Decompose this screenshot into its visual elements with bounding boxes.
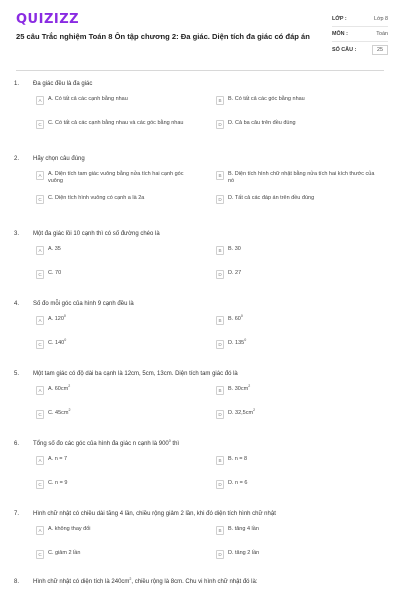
answer-option-a[interactable] [36,386,196,395]
option-text: A. Có tất cả các cạnh bằng nhau [48,96,128,102]
option-text: A. n = 7 [48,456,68,462]
question-text: Một tam giác có độ dài ba cạnh là 12cm, 5cm, 13cm. Diện tích tam giác đó là [33,371,238,377]
answer-options [14,456,386,496]
answer-option-d[interactable] [216,120,376,129]
answer-option-d[interactable] [216,270,376,279]
option-letter-badge: A [36,316,44,325]
option-text: A. $60cm^2$ [48,384,71,392]
answer-options [14,526,386,566]
answer-option-a[interactable] [36,96,196,105]
question-item [14,230,386,286]
option-superscript: 2 [248,384,251,389]
option-text: D. 27 [228,270,242,276]
option-text: C. giảm 2 lần [48,550,81,556]
question-text: Một đa giác lồi 10 cạnh thì có số đường chéo là [33,231,160,237]
option-text: A. $120^0$ [48,314,66,322]
document-header [0,0,400,72]
option-text: A. không thay đổi [48,526,91,532]
option-text: B. Có tất cả các góc bằng nhau [228,96,305,102]
option-letter-badge: C [36,195,44,204]
option-superscript: 0 [64,338,67,343]
question-item [14,578,386,586]
question-header [14,440,386,448]
answer-option-c[interactable] [36,410,196,419]
answer-option-c[interactable] [36,480,196,489]
answer-option-a[interactable] [36,316,196,325]
answer-option-b[interactable] [216,456,376,465]
option-letter-badge: B [216,456,224,465]
quizizz-logo: QUIZIZZ [16,12,80,27]
question-number: 2. [14,156,20,162]
answer-option-c[interactable] [36,195,196,204]
option-text: C. n = 9 [48,480,68,486]
option-text: B. $60^0$ [228,314,243,322]
option-letter-badge: C [36,270,44,279]
answer-option-c[interactable] [36,550,196,559]
option-letter-badge: D [216,550,224,559]
option-letter-badge: A [36,96,44,105]
option-letter-badge: C [36,120,44,129]
answer-option-a[interactable] [36,171,196,185]
question-item [14,440,386,496]
option-text: D. $135^0$ [228,338,247,346]
meta-row-class [332,12,388,27]
question-item [14,155,386,211]
option-text: B. Diện tích hình chữ nhật bằng nửa tích hai kích thước của nó [228,171,375,184]
option-superscript: 2 [253,408,256,413]
question-item [14,370,386,426]
option-letter-badge: C [36,550,44,559]
option-superscript: 2 [68,408,71,413]
option-letter-badge: B [216,171,224,180]
question-header [14,230,386,238]
question-number: 6. [14,441,20,447]
meta-label: MÔN : [332,31,348,37]
meta-panel [332,12,388,57]
option-letter-badge: B [216,96,224,105]
option-text: B. n = 8 [228,456,248,462]
option-text: C. $140^0$ [48,338,67,346]
question-text: Số đo mỗi góc của hình 9 cạnh đều là [33,301,134,307]
option-letter-badge: B [216,526,224,535]
option-letter-badge: A [36,456,44,465]
option-letter-badge: A [36,171,44,180]
option-letter-badge: C [36,410,44,419]
answer-option-b[interactable] [216,386,376,395]
option-letter-badge: C [36,480,44,489]
option-text: D. Cả ba câu trên đều đúng [228,120,296,126]
meta-row-count [332,42,388,57]
meta-label: SỐ CÂU : [332,46,357,53]
question-header [14,370,386,378]
document-title: 25 câu Trắc nghiệm Toán 8 Ôn tập chương 2: Đa giác. Diện tích đa giác có đáp án [16,32,310,41]
question-header [14,300,386,308]
answer-option-d[interactable] [216,480,376,489]
option-text: C. Có tất cả các cạnh bằng nhau và các góc bằng nhau [48,120,184,126]
answer-options [14,246,386,286]
option-superscript: 0 [63,314,66,319]
meta-value: Toán [376,31,388,37]
option-text: B. tăng 4 lần [228,526,259,532]
answer-options [14,96,386,136]
option-text: D. $32,5cm^2$ [228,408,256,416]
question-text: Hình chữ nhật có chiều dài tăng 4 lần, chiều rộng giảm 2 lần, khi đó diện tích hình chữ nhật [33,511,276,517]
question-text: Hãy chọn câu đúng [33,156,85,162]
answer-option-c[interactable] [36,120,196,129]
question-superscript: 0 [168,439,171,443]
question-header [14,80,386,88]
option-letter-badge: C [36,340,44,349]
answer-option-a[interactable] [36,246,196,255]
option-letter-badge: A [36,246,44,255]
question-header [14,510,386,518]
question-number: 1. [14,81,20,87]
meta-value: 25 [372,45,388,55]
option-letter-badge: A [36,386,44,395]
answer-option-c[interactable] [36,270,196,279]
option-letter-badge: D [216,340,224,349]
option-superscript: 0 [240,314,243,319]
question-text: Đa giác đều là đa giác [33,81,93,87]
option-letter-badge: D [216,120,224,129]
question-text: Tổng số đo các góc của hình đa giác n cạnh là $900^0$ thì [33,439,180,447]
answer-option-c[interactable] [36,340,196,349]
question-item [14,80,386,136]
question-number: 4. [14,301,20,307]
option-text: D. n = 6 [228,480,248,486]
answer-options [14,171,386,211]
meta-label: LỚP : [332,16,347,22]
option-text: B. $30cm^2$ [228,384,251,392]
answer-option-a[interactable] [36,456,196,465]
option-letter-badge: B [216,246,224,255]
option-letter-badge: D [216,410,224,419]
answer-option-a[interactable] [36,526,196,535]
question-item [14,300,386,356]
option-letter-badge: D [216,270,224,279]
answer-option-b[interactable] [216,171,376,185]
option-superscript: 0 [244,338,247,343]
question-item [14,510,386,566]
question-superscript: 2 [129,577,132,581]
answer-option-d[interactable] [216,195,376,204]
header-divider [16,70,384,71]
option-text: A. 35 [48,246,61,252]
option-letter-badge: D [216,195,224,204]
option-text: C. 70 [48,270,62,276]
option-letter-badge: B [216,386,224,395]
option-letter-badge: D [216,480,224,489]
answer-option-b[interactable] [216,316,376,325]
answer-option-d[interactable] [216,410,376,419]
question-text: Hình chữ nhật có diện tích là $240cm^2$, chiều rộng là 8cm. Chu vi hình chữ nhật đó là: [33,577,258,585]
option-superscript: 2 [68,384,71,389]
answer-option-b[interactable] [216,246,376,255]
meta-value: Lớp 8 [373,16,388,22]
answer-options [14,386,386,426]
option-text: C. Diện tích hình vuông có cạnh a là 2a [48,195,145,201]
question-number: 7. [14,511,20,517]
question-number: 3. [14,231,20,237]
option-text: A. Diện tích tam giác vuông bằng nửa tích hai cạnh góc vuông [48,171,184,184]
question-number: 8. [14,579,20,585]
answer-option-d[interactable] [216,550,376,559]
option-letter-badge: B [216,316,224,325]
answer-option-d[interactable] [216,340,376,349]
question-number: 5. [14,371,20,377]
answer-options [14,316,386,356]
meta-row-subject [332,27,388,42]
option-text: D. tăng 2 lần [228,550,260,556]
question-header [14,155,386,163]
answer-option-b[interactable] [216,96,376,105]
question-header [14,578,386,586]
option-text: C. $45cm^2$ [48,408,71,416]
answer-option-b[interactable] [216,526,376,535]
option-text: D. Tất cả các đáp án trên đều đúng [228,195,315,201]
option-text: B. 30 [228,246,241,252]
option-letter-badge: A [36,526,44,535]
